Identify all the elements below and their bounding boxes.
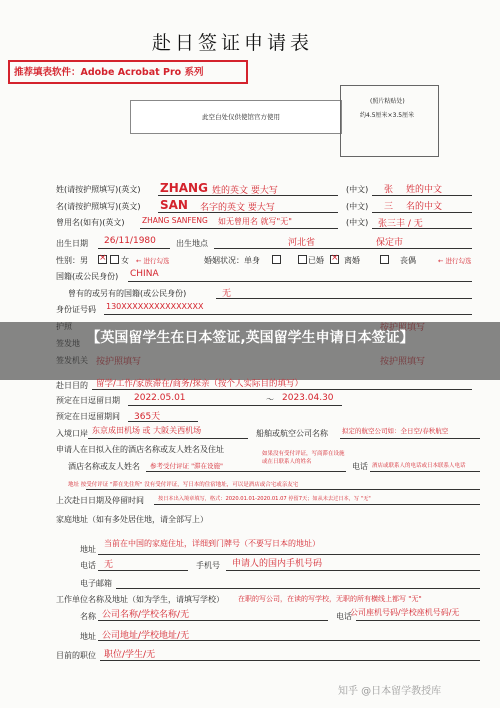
arrival-line xyxy=(128,405,342,406)
work-tel-line xyxy=(356,620,480,621)
surname-cn-line xyxy=(372,195,472,196)
surname-hint: 姓的英文 要大写 xyxy=(212,186,278,196)
hotel-tel-label: 电话 xyxy=(352,462,368,471)
divorced-label: 离婚 xyxy=(344,256,360,265)
embassy-use-note: 此空白处仅供使馆官方使用 xyxy=(202,113,280,121)
form-title: 赴日签证申请表 xyxy=(152,32,314,54)
surname-label: 姓(请按护照填写)(英文) xyxy=(56,185,141,194)
work-addr-label: 地址 xyxy=(80,632,96,641)
ship-value: 拟定的航空公司如：全日空/春秋航空 xyxy=(342,427,449,435)
watermark: 知乎 @日本留学教授库 xyxy=(338,686,442,697)
former-name-line xyxy=(140,228,338,229)
work-position-value: 职位/学生/无 xyxy=(104,650,156,660)
former-name-cn-value: 张三丰 / 无 xyxy=(378,219,423,229)
home-email-label: 电子邮箱 xyxy=(80,579,112,588)
married-checkbox[interactable] xyxy=(298,255,307,264)
given-name-hint: 名字的英文 要大写 xyxy=(200,203,275,213)
marital-check-note: ← 进行勾选 xyxy=(438,257,472,265)
given-name-cn-value: 三 xyxy=(384,202,394,212)
hotel-label: 申请人在日拟入住的酒店名称或友人姓名及住址 xyxy=(56,445,224,454)
id-number-label: 身份证号码 xyxy=(56,305,96,314)
hotel-tel-line xyxy=(370,471,480,472)
birth-date-line xyxy=(98,248,170,249)
birth-place-label: 出生地点 xyxy=(176,239,208,248)
birth-province: 河北省 xyxy=(288,238,316,248)
stay-value: 365天 xyxy=(134,412,161,422)
surname-cn-label: (中文) xyxy=(346,185,369,194)
arrival-to: 2023.04.30 xyxy=(282,393,334,403)
previous-visit-value: 按日本出入境章填写，格式：2020.01.01-2020.01.07 停留7天；如从未去过日本，写 "无" xyxy=(158,496,371,502)
marital-label: 婚姻状况：单身 xyxy=(204,256,260,265)
home-mobile-value: 申请人的国内手机号码 xyxy=(232,559,323,569)
stay-address-line xyxy=(86,489,480,490)
surname-value: ZHANG xyxy=(160,181,208,195)
given-name-value: SAN xyxy=(160,198,188,212)
single-checkbox[interactable] xyxy=(272,255,281,264)
arrival-tilde: ～ xyxy=(266,395,274,404)
port-line xyxy=(88,438,248,439)
work-name-value: 公司名称/学校名称/无 xyxy=(102,610,190,620)
ship-line xyxy=(340,438,480,439)
work-tel-value: 公司座机号码/学校座机号码/无 xyxy=(350,608,460,617)
hotel-tel-value: 酒店或联系人的电话或日本联系人电话 xyxy=(372,463,466,469)
given-name-cn-line xyxy=(372,212,472,213)
photo-size: 约4.5厘米×3.5厘米 xyxy=(360,112,415,119)
nationality-value: CHINA xyxy=(130,269,159,279)
home-address-label: 家庭地址（如有多处居住地，请全部写上） xyxy=(56,515,208,524)
divorced-checkbox[interactable] xyxy=(330,255,339,264)
port-label: 入境口岸 xyxy=(56,429,88,438)
purpose-value: 留学/工作/家族滞在/商务/探亲（按个人实际目的填写） xyxy=(96,379,303,389)
hotel-addr-hint: 如果没有受付评证，写商滞在设施 或在日联系人的姓名 xyxy=(262,451,345,465)
male-checkbox[interactable] xyxy=(98,255,107,264)
home-tel-label: 电话 xyxy=(80,561,96,570)
given-name-label: 名(请按护照填写)(英文) xyxy=(56,202,141,211)
home-addr-label: 地址 xyxy=(80,545,96,554)
former-nationality-value: 无 xyxy=(222,289,232,299)
work-position-line xyxy=(100,660,480,661)
birth-date-label: 出生日期 xyxy=(56,239,88,248)
hotel-name-line xyxy=(146,471,346,472)
id-number-line xyxy=(104,314,472,315)
stay-label: 预定在日逗留期间 xyxy=(56,412,120,421)
banner-text: 【英国留学生在日本签证,英国留学生申请日本签证】 xyxy=(86,330,414,346)
home-tel-line xyxy=(98,570,188,571)
sex-male-label: 性别：男 xyxy=(56,256,88,265)
nationality-label: 国籍(或公民身份) xyxy=(56,272,119,281)
birth-city: 保定市 xyxy=(376,238,404,248)
work-name-label: 名称 xyxy=(80,612,96,621)
former-nationality-line xyxy=(216,298,472,299)
nationality-line xyxy=(128,281,472,282)
birth-place-line xyxy=(214,248,472,249)
former-name-cn-label: (中文) xyxy=(346,218,369,227)
home-addr-value: 当前在中国的家庭住址，详细到门牌号（不要写日本的地址） xyxy=(104,539,320,548)
former-name-hint: 如无曾用名 就写"无" xyxy=(218,217,292,226)
home-email-line xyxy=(116,588,480,589)
arrival-from: 2022.05.01 xyxy=(134,393,186,403)
former-name-label: 曾用名(如有)(英文) xyxy=(56,218,125,227)
arrival-label: 预定在日逗留日期 xyxy=(56,396,120,405)
sex-female-label: 女 xyxy=(121,256,129,265)
home-tel-value: 无 xyxy=(104,560,114,570)
former-nationality-label: 曾有的或另有的国籍(或公民身份) xyxy=(68,289,187,298)
widowed-label: 丧偶 xyxy=(400,256,416,265)
purpose-line xyxy=(92,389,472,390)
port-value: 东京成田机场 或 大阪关西机场 xyxy=(92,426,202,435)
widowed-checkbox[interactable] xyxy=(380,255,389,264)
home-addr-line xyxy=(98,554,480,555)
hotel-name-label: 酒店名称或友人姓名 xyxy=(68,462,140,471)
hotel-name-value: 参考受付评证 "滞在设施" xyxy=(150,462,224,470)
work-name-line xyxy=(98,620,328,621)
photo-label: (照片粘贴处) xyxy=(370,98,405,105)
work-hint: 在职的写公司，在读的写学校，无职的所有横线上都写 "无" xyxy=(238,595,422,603)
surname-cn-hint: 姓的中文 xyxy=(406,185,443,195)
previous-visit-line xyxy=(154,504,480,505)
given-name-cn-label: (中文) xyxy=(346,202,369,211)
previous-visit-label: 上次赴日日期及停留时间 xyxy=(56,496,144,505)
home-mobile-line xyxy=(226,570,480,571)
work-label: 工作单位名称及地址（如为学生，请填写学校） xyxy=(56,595,224,604)
work-tel-label: 电话 xyxy=(336,612,352,621)
surname-cn-value: 张 xyxy=(384,185,394,195)
work-addr-value: 公司地址/学校地址/无 xyxy=(102,631,190,641)
work-position-label: 目前的职位 xyxy=(56,651,96,660)
female-checkbox[interactable] xyxy=(110,255,119,264)
birth-date-value: 26/11/1980 xyxy=(104,236,156,246)
stay-address-note: 地址 按受付评证 "滞在先住所" 没有受付评证，写日本的住宿地址，可以是酒店或合宅或亲友宅 xyxy=(68,482,299,488)
recommended-software-text: 推荐填表软件：Adobe Acrobat Pro 系列 xyxy=(14,67,204,78)
id-number-value: 130XXXXXXXXXXXXXXX xyxy=(106,302,204,311)
purpose-label: 赴日目的 xyxy=(56,381,88,390)
sex-check-note: ← 进行勾选 xyxy=(136,257,170,265)
former-name-value: ZHANG SANFENG xyxy=(142,216,208,225)
married-label: 已婚 xyxy=(308,256,324,265)
home-mobile-label: 手机号 xyxy=(196,561,220,570)
ship-label: 船舶或航空公司名称 xyxy=(256,429,328,438)
given-name-cn-hint: 名的中文 xyxy=(406,202,443,212)
